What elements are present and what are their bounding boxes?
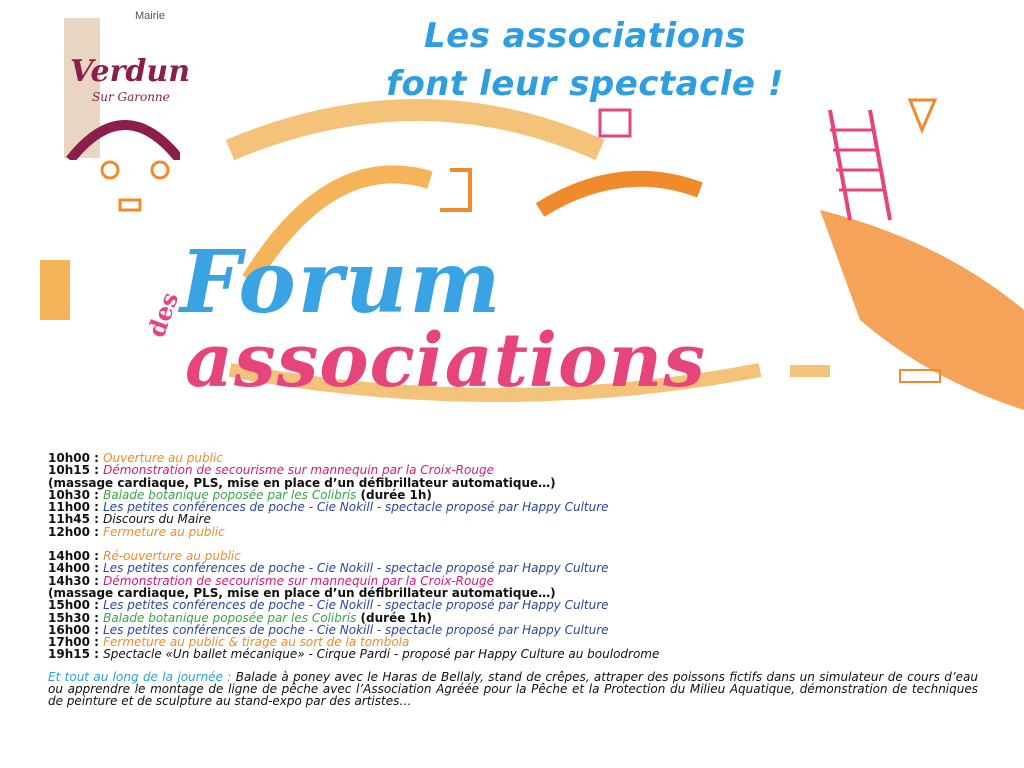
schedule-description: Les petites conférences de poche - Cie Nokill - spectacle proposé par Happy Culture xyxy=(103,598,609,613)
schedule-description: (massage cardiaque, PLS, mise en place d’un défibrillateur automatique…) xyxy=(48,475,556,490)
schedule-separator: : xyxy=(89,463,104,478)
headline-line-2: font leur spectacle ! xyxy=(386,64,784,104)
schedule-description: Fermeture au public xyxy=(103,524,225,539)
swoosh-icon xyxy=(540,179,700,210)
trophy-icon xyxy=(910,100,935,130)
logo-name: Verdun xyxy=(70,54,191,89)
ticket-icon xyxy=(900,370,940,382)
schedule-separator: : xyxy=(89,500,104,515)
headline-line-1: Les associations xyxy=(423,16,747,56)
schedule-separator: : xyxy=(89,573,104,588)
schedule-description: Discours du Maire xyxy=(103,512,211,527)
schedule-description: Spectacle «Un ballet mécanique» - Cirque Pardi - proposé par Happy Culture au boulodrome xyxy=(103,647,660,662)
schedule-description: Balade botanique poposée par les Colibris xyxy=(103,487,357,502)
schedule-separator: : xyxy=(89,622,104,637)
schedule-time: 16h00 xyxy=(48,622,90,637)
schedule-description: Démonstration de secourisme sur mannequin par la Croix-Rouge xyxy=(103,463,494,478)
wheel-icon xyxy=(152,162,168,178)
all-day-lead: Et tout au long de la journée : xyxy=(48,669,232,684)
morning-schedule xyxy=(48,452,978,538)
ticket-icon xyxy=(790,365,830,377)
schedule-time: 10h30 xyxy=(48,487,90,502)
shopping-bag-icon xyxy=(600,110,630,136)
schedule-duration: (durée 1h) xyxy=(360,610,432,625)
schedule-item xyxy=(48,648,978,660)
schedule-description: Balade botanique poposée par les Colibris xyxy=(103,610,357,625)
schedule-time: 17h00 xyxy=(48,635,90,650)
logo-subtitle: Sur Garonne xyxy=(92,90,170,104)
schedule-separator: : xyxy=(89,561,104,576)
schedule-description: Ré-ouverture au public xyxy=(103,549,241,564)
schedule-time: 14h00 xyxy=(48,561,90,576)
schedule-separator: : xyxy=(89,451,104,465)
poster-des: des xyxy=(141,288,185,341)
schedule-separator: : xyxy=(89,549,104,564)
schedule-time: 14h30 xyxy=(48,573,90,588)
schedule-description: (massage cardiaque, PLS, mise en place d’un défibrillateur automatique…) xyxy=(48,585,556,600)
wheel-icon xyxy=(102,162,118,178)
schedule-description: Les petites conférences de poche - Cie Nokill - spectacle proposé par Happy Culture xyxy=(103,561,609,576)
info-sign-icon xyxy=(440,170,470,210)
plant-icon xyxy=(40,260,70,320)
ladder-icon xyxy=(830,110,890,220)
all-day-activities xyxy=(48,671,978,708)
schedule-description: Démonstration de secourisme sur mannequin par la Croix-Rouge xyxy=(103,573,494,588)
schedule-time: 11h45 xyxy=(48,512,90,527)
schedule-description: Fermeture au public & tirage au sort de la tombola xyxy=(103,635,410,650)
logo-mairie-label: Mairie xyxy=(135,10,165,22)
schedule-description: Les petites conférences de poche - Cie Nokill - spectacle proposé par Happy Culture xyxy=(103,622,609,637)
schedule-description: Les petites conférences de poche - Cie Nokill - spectacle proposé par Happy Culture xyxy=(103,500,609,515)
schedule-separator: : xyxy=(89,610,104,625)
poster-associations: associations xyxy=(185,318,706,404)
schedule-separator: : xyxy=(89,512,104,527)
schedule-time: 15h00 xyxy=(48,598,90,613)
schedule-separator: : xyxy=(89,647,104,662)
poster-forum: Forum xyxy=(180,232,503,333)
schedule xyxy=(48,452,978,708)
schedule-time: 10h15 xyxy=(48,463,90,478)
schedule-separator: : xyxy=(89,598,104,613)
schedule-time: 11h00 xyxy=(48,500,90,515)
schedule-separator: : xyxy=(89,524,104,539)
schedule-description: Ouverture au public xyxy=(103,451,223,465)
schedule-time: 10h00 xyxy=(48,451,90,465)
schedule-time: 12h00 xyxy=(48,524,90,539)
schedule-separator: : xyxy=(89,635,104,650)
arch-ribbon-icon xyxy=(230,110,600,150)
schedule-time: 14h00 xyxy=(48,549,90,564)
schedule-item xyxy=(48,526,978,538)
schedule-duration: (durée 1h) xyxy=(360,487,432,502)
hand-icon xyxy=(820,210,1024,410)
schedule-time: 15h30 xyxy=(48,610,90,625)
schedule-time: 19h15 xyxy=(48,647,90,662)
all-day-body: Balade à poney avec le Haras de Bellaly, stand de crêpes, attraper des poissons fictifs dans un simulateur de cours d’eau ou apprendre le montage de ligne de pêche avec l’Association Agréée pour la Pêche et la Protection du Milieu Aquatique, démonstration de techniques de peinture et de sculpture au stand-expo par des artistes… xyxy=(48,669,978,709)
dumbbell-icon xyxy=(120,200,140,210)
afternoon-schedule xyxy=(48,550,978,661)
schedule-separator: : xyxy=(89,487,104,502)
